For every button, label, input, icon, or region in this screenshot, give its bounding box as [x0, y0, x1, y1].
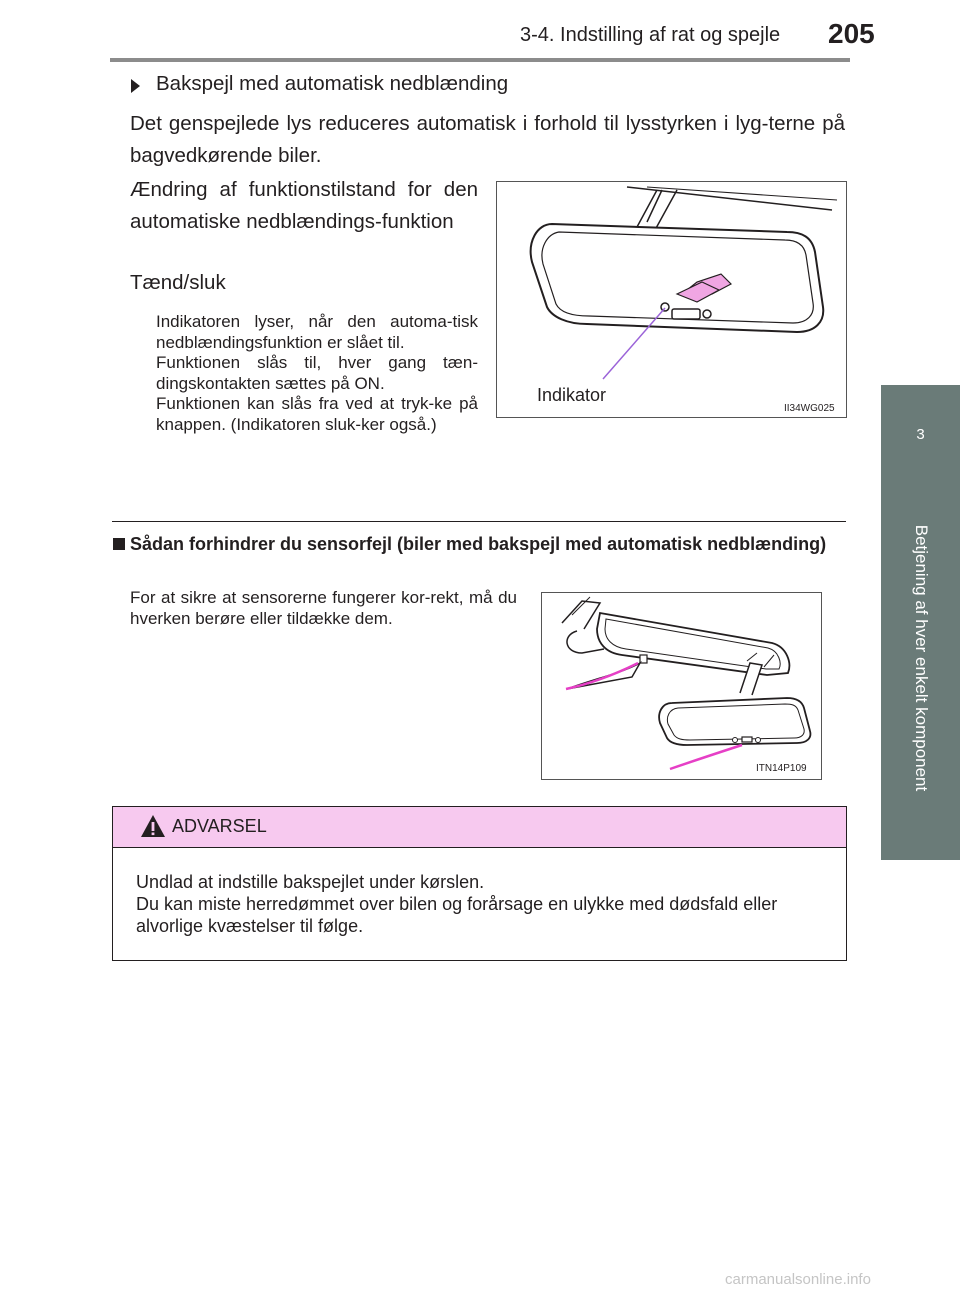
figure-code: ITN14P109: [756, 763, 807, 774]
header-rule: [110, 58, 850, 62]
watermark: carmanualsonline.info: [725, 1271, 871, 1288]
warning-box: [112, 806, 847, 961]
section-title: 3-4. Indstilling af rat og spejle: [520, 24, 781, 46]
warning-title: ADVARSEL: [172, 816, 267, 836]
figure-code: II34WG025: [784, 403, 835, 414]
intro-paragraph: Det genspejlede lys reduceres automatisk i forhold til lysstyrken i lyg-terne på bagvedkørende biler.: [130, 112, 845, 167]
sensor-heading: Sådan forhindrer du sensorfejl (biler med bakspejl med automatisk nedblænding): [130, 534, 827, 554]
subheading: Bakspejl med automatisk nedblænding: [156, 72, 509, 95]
warning-line: Undlad at indstille bakspejlet under kørslen.: [136, 872, 485, 892]
mode-change-title: Ændring af funktionstilstand for den automatiske nedblændings-funktion: [130, 178, 478, 233]
chapter-title: Betjening af hver enkelt komponent: [912, 524, 931, 792]
mirror-indicator-figure: [496, 181, 847, 418]
warning-triangle-icon: [140, 813, 166, 839]
warning-line: Du kan miste herredømmet over bilen og forårsage en ulykke med dødsfald eller alvorlige kvæstelser til følge.: [136, 894, 778, 936]
description-line: Indikatoren lyser, når den automa-tisk nedblændingsfunktion er slået til.: [156, 312, 478, 352]
sensor-text: For at sikre at sensorerne fungerer kor-rekt, må du hverken berøre eller tildække dem.: [130, 588, 517, 628]
toggle-description: [156, 312, 478, 435]
chapter-number: 3: [916, 426, 925, 443]
sensor-figure: [541, 592, 822, 780]
page-number: 205: [828, 18, 875, 49]
description-line: Funktionen slås til, hver gang tæn-dingskontakten sættes på ON.: [156, 353, 478, 393]
warning-text: [136, 871, 836, 937]
mirror-illustration: [497, 182, 846, 417]
bullet-square-icon: [113, 538, 125, 550]
bullet-triangle-icon: [131, 79, 140, 93]
sensor-illustration: [542, 593, 821, 779]
indicator-label: Indikator: [537, 385, 607, 405]
description-line: Funktionen kan slås fra ved at tryk-ke på knappen. (Indikatoren sluk-ker også.): [156, 394, 478, 434]
toggle-title: Tænd/sluk: [130, 271, 226, 294]
section-divider: [112, 521, 846, 522]
warning-header: [113, 807, 846, 848]
